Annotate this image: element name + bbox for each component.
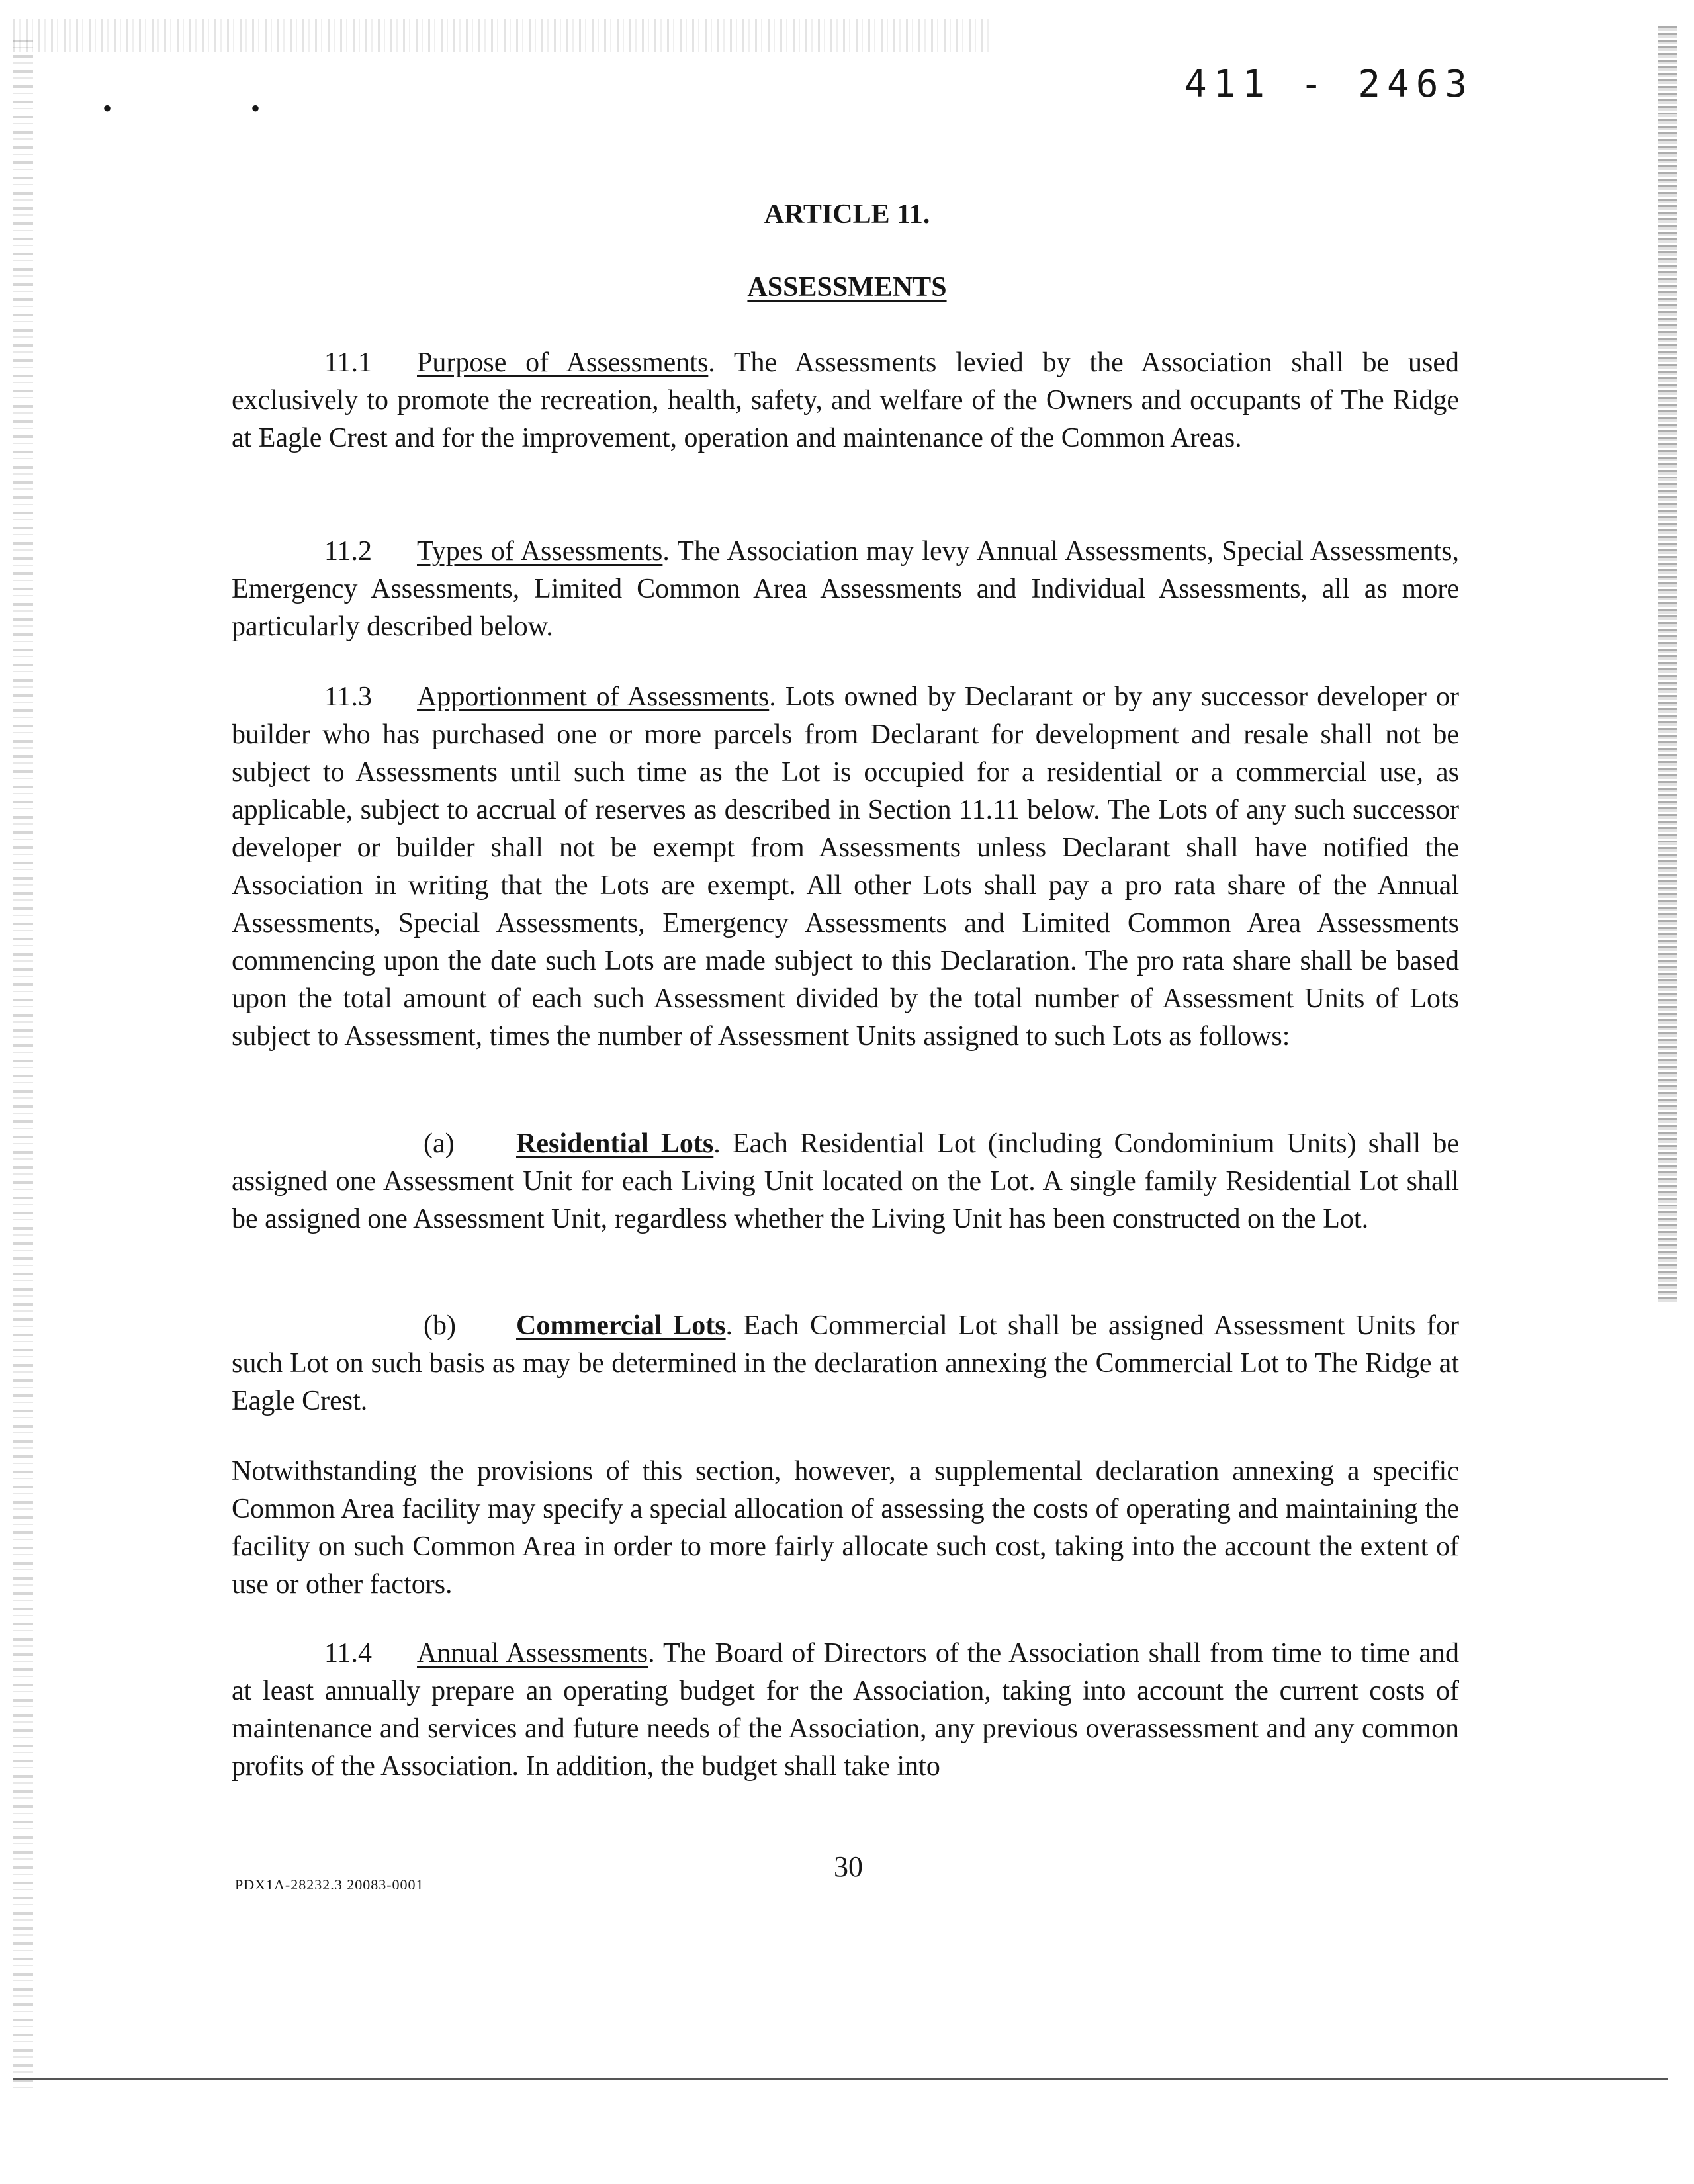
section-number: 11.2 xyxy=(324,536,372,567)
section-heading: Annual Assessments xyxy=(417,1638,648,1668)
scan-noise-left xyxy=(13,40,33,2091)
section-heading: Purpose of Assessments xyxy=(417,347,709,378)
scan-bottom-rule xyxy=(13,2078,1668,2080)
subsection-label: (a) xyxy=(424,1128,455,1159)
section-heading: Types of Assessments xyxy=(417,536,663,567)
section-11-3-a xyxy=(232,1125,1459,1238)
section-11-3-b xyxy=(232,1307,1459,1420)
section-number: 11.4 xyxy=(324,1638,372,1668)
section-11-2 xyxy=(232,533,1459,646)
scan-noise-top xyxy=(13,19,993,52)
subsection-label: (b) xyxy=(424,1310,456,1341)
footer-document-id: PDX1A-28232.3 20083-0001 xyxy=(235,1876,424,1893)
article-title xyxy=(0,271,1694,303)
section-number: 11.1 xyxy=(324,347,372,378)
section-text: . The Assessments levied by the Association shall be used exclusively to promote the recreation, health, safety, and welfare of the Owners and occupants of The Ridge at Eagle Crest and for the improvement, operation and maintenance of the Common Areas. xyxy=(232,347,1459,453)
section-heading: Apportionment of Assessments xyxy=(417,682,770,712)
section-text: . Lots owned by Declarant or by any successor developer or builder who has purchased one or more parcels from Declarant for development and resale shall not be subject to Assessments until such time as the Lot is occupied for a residential or a commercial use, as applicable, subject to accrual of reserves as described in Section 11.11 below. The Lots of any such successor developer or builder shall not be exempt from Assessments unless Declarant shall have notified the Association in writing that the Lots are exempt. All other Lots shall pay a pro rata share of the Annual Assessments, Special Assessments, Emergency Assessments and Limited Common Area Assessments commencing upon the date such Lots are made subject to this Declaration. The pro rata share shall be based upon the total amount of each such Assessment divided by the total number of Assessment Units of Lots subject to Assessment, times the number of Assessment Units assigned to such Lots as follows: xyxy=(232,682,1459,1052)
page-number: 30 xyxy=(834,1850,863,1883)
article-title-text: ASSESSMENTS xyxy=(747,272,947,302)
subsection-text: . Each Residential Lot (including Condominium Units) shall be assigned one Assessment Unit for each Living Unit located on the Lot. A single family Residential Lot shall be assigned one Assessment Unit, regardless whether the Living Unit has been constructed on the Lot. xyxy=(232,1128,1459,1234)
scan-marks: • • xyxy=(103,93,327,123)
subsection-heading: Commercial Lots xyxy=(516,1310,726,1341)
notwithstanding-paragraph: Notwithstanding the provisions of this section, however, a supplemental declaration annexing a specific Common Area facility may specify a special allocation of assessing the costs of operating and maintaining the facility on such Common Area in order to more fairly allocate such cost, taking into the account the extent of use or other factors. xyxy=(232,1456,1459,1600)
section-text: . The Board of Directors of the Association shall from time to time and at least annually prepare an operating budget for the Association, taking into account the current costs of maintenance and services and future needs of the Association, any previous overassessment and any common profits of the Association. In addition, the budget shall take into xyxy=(232,1638,1459,1782)
section-text: . The Association may levy Annual Assessments, Special Assessments, Emergency Assessments, Limited Common Area Assessments and Individual Assessments, all as more particularly described below. xyxy=(232,536,1459,642)
subsection-text: . Each Commercial Lot shall be assigned Assessment Units for such Lot on such basis as may be determined in the declaration annexing the Commercial Lot to The Ridge at Eagle Crest. xyxy=(232,1310,1459,1416)
document-number: 411 - 2463 xyxy=(1184,63,1474,106)
section-11-1 xyxy=(232,344,1459,457)
section-11-4 xyxy=(232,1635,1459,1786)
section-number: 11.3 xyxy=(324,682,372,712)
article-number: ARTICLE 11. xyxy=(764,199,930,230)
section-11-3 xyxy=(232,678,1459,1056)
subsection-heading: Residential Lots xyxy=(516,1128,714,1159)
